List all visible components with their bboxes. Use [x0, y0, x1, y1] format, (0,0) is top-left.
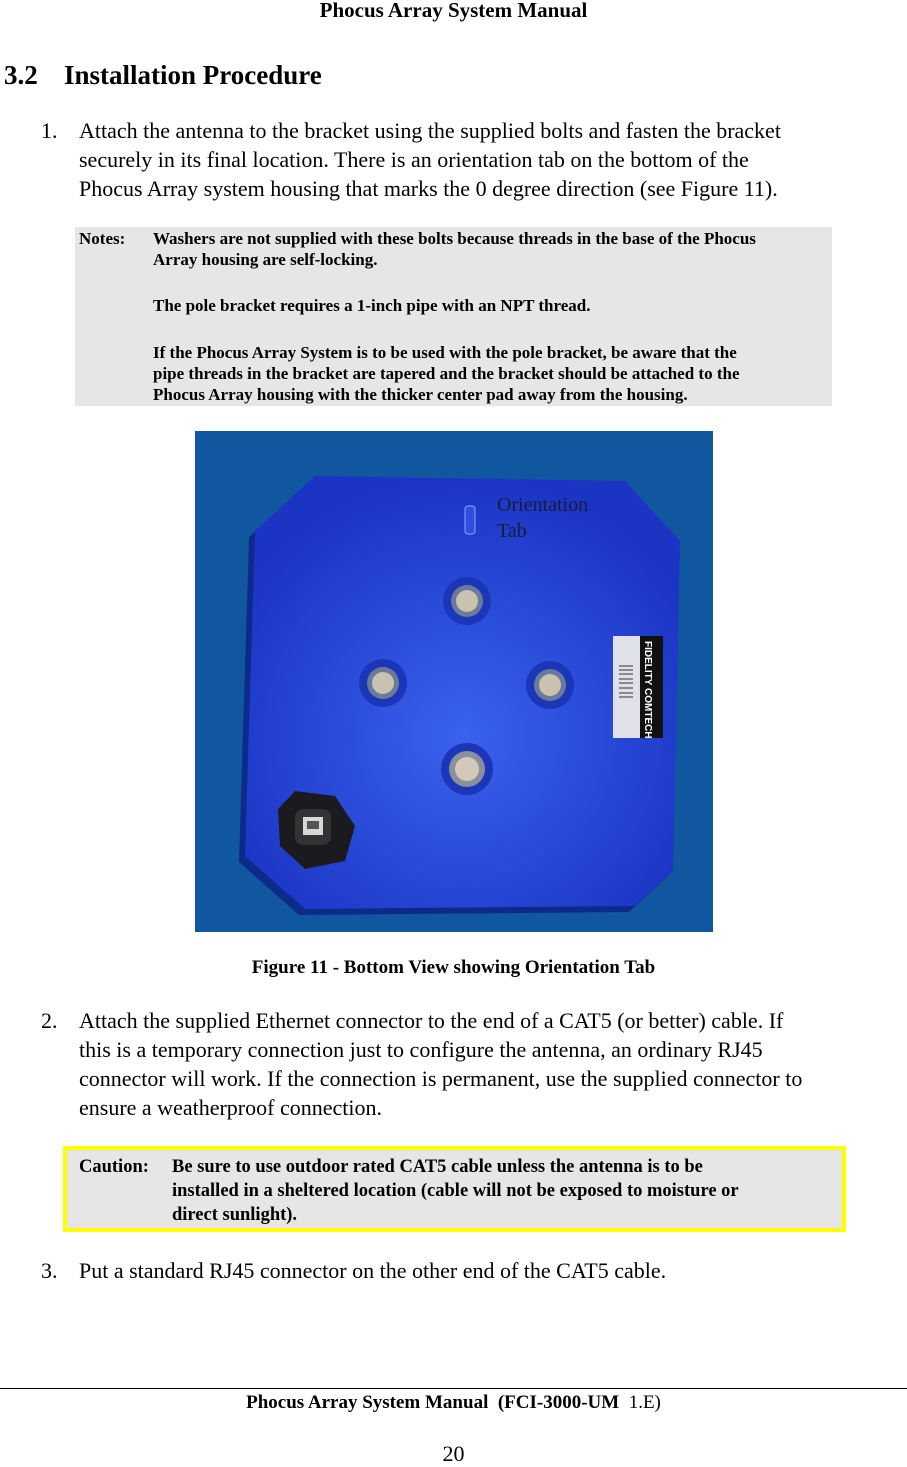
orientation-label-line1: Orientation — [497, 494, 589, 516]
text-line: Put a standard RJ45 connector on the other end of the CAT5 cable. — [79, 1258, 667, 1283]
text-line: direct sunlight). — [172, 1205, 298, 1225]
step-1-number: 1. — [41, 118, 58, 143]
footer-version: 1.E) — [628, 1392, 661, 1413]
text-line: securely in its final location. There is an orientation tab on the bottom of the — [79, 147, 749, 172]
section-number: 3.2 — [4, 60, 38, 90]
text-line: The pole bracket requires a 1-inch pipe with an NPT thread. — [153, 296, 591, 315]
label-logo-text: FIDELITY COMTECH — [642, 641, 653, 739]
text-line: Phocus Array housing with the thicker center pad away from the housing. — [153, 385, 688, 404]
caution-label: Caution: — [79, 1157, 149, 1177]
step-3-number: 3. — [41, 1258, 58, 1283]
orientation-tab — [465, 506, 475, 534]
note-3 — [153, 342, 740, 405]
step-3-text — [79, 1256, 666, 1285]
note-2 — [153, 295, 590, 316]
notes-label: Notes: — [79, 229, 126, 248]
text-line: Attach the supplied Ethernet connector to the end of a CAT5 (or better) cable. If — [79, 1008, 784, 1033]
step-2-number: 2. — [41, 1008, 58, 1033]
section-title: Installation Procedure — [64, 60, 322, 90]
text-line: Be sure to use outdoor rated CAT5 cable unless the antenna is to be — [172, 1157, 703, 1177]
step-1-text — [79, 116, 781, 203]
orientation-label-line2: Tab — [497, 520, 527, 542]
text-line: this is a temporary connection just to configure the antenna, an ordinary RJ45 — [79, 1037, 763, 1062]
text-line: connector will work. If the connection is permanent, use the supplied connector to — [79, 1066, 803, 1091]
text-line: pipe threads in the bracket are tapered and the bracket should be attached to the — [153, 364, 740, 383]
product-label — [613, 636, 663, 739]
running-footer — [0, 1391, 907, 1415]
running-header: Phocus Array System Manual — [319, 0, 588, 22]
figure-caption: Figure 11 - Bottom View showing Orientation Tab — [251, 957, 656, 978]
text-line: Phocus Array system housing that marks the 0 degree direction (see Figure 11). — [79, 176, 778, 201]
text-line: ensure a weatherproof connection. — [79, 1095, 382, 1120]
notes-box — [75, 227, 832, 406]
text-line: If the Phocus Array System is to be used with the pole bracket, be aware that the — [153, 343, 737, 362]
figure-11-photo — [195, 431, 713, 932]
text-line: Washers are not supplied with these bolts because threads in the base of the Phocus — [153, 229, 756, 248]
note-1 — [153, 228, 756, 270]
bolt-right — [526, 661, 574, 709]
footer-doc-id: (FCI-3000-UM — [497, 1392, 620, 1413]
text-line: Array housing are self-locking. — [153, 250, 378, 269]
caution-box — [63, 1146, 846, 1232]
text-line: Attach the antenna to the bracket using the supplied bolts and fasten the bracket — [79, 118, 781, 143]
bolt-left — [359, 659, 407, 707]
step-2-text — [79, 1006, 802, 1122]
bolt-top — [443, 577, 491, 625]
page-number: 20 — [442, 1441, 465, 1466]
caution-text — [172, 1155, 739, 1227]
footer-title: Phocus Array System Manual — [246, 1392, 489, 1413]
text-line: installed in a sheltered location (cable will not be exposed to moisture or — [172, 1181, 739, 1201]
footer-divider — [0, 1388, 907, 1389]
bolt-bottom — [441, 743, 493, 795]
